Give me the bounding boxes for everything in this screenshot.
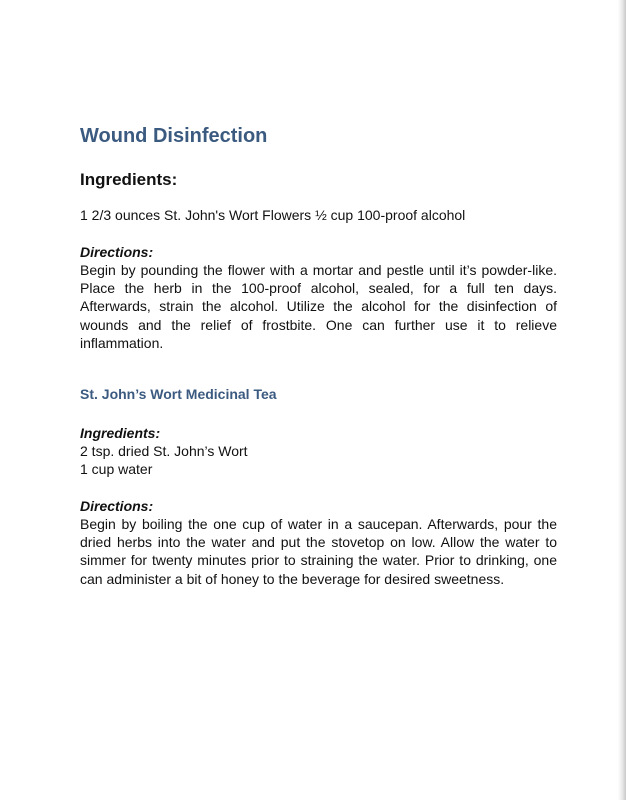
directions-label: Directions: [80,244,154,260]
page-edge-shadow [618,0,626,800]
tea-directions-paragraph: Begin by boiling the one cup of water in a saucepan. Afterwards, pour the dried herbs into the water and put the stovetop on low. Allow the water to simmer for twenty minutes prior to straining the water. Prior to drinking, one can administer a bit of honey to the beverage for desired sweetness. [80,516,557,587]
tea-ingredient-item: 2 tsp. dried St. John’s Wort [80,443,248,459]
section-title-wound-disinfection: Wound Disinfection [80,125,268,147]
tea-ingredients-label: Ingredients: [80,425,161,441]
ingredients-line: 1 2/3 ounces St. John's Wort Flowers ½ cup 100-proof alcohol [80,207,466,223]
ingredients-heading: Ingredients: [80,170,178,189]
tea-ingredient-item: 1 cup water [80,461,153,477]
directions-paragraph: Begin by pounding the flower with a mortar and pestle until it’s powder-like. Place the herb in the 100-proof alcohol, sealed, for a full ten days. Afterwards, strain the alcohol. Utilize the alcohol for the disinfection of wounds and the relief of frostbite. One can further use it to relieve inflammation. [80,262,557,351]
tea-directions-label: Directions: [80,498,154,514]
section-title-medicinal-tea: St. John’s Wort Medicinal Tea [80,386,277,402]
